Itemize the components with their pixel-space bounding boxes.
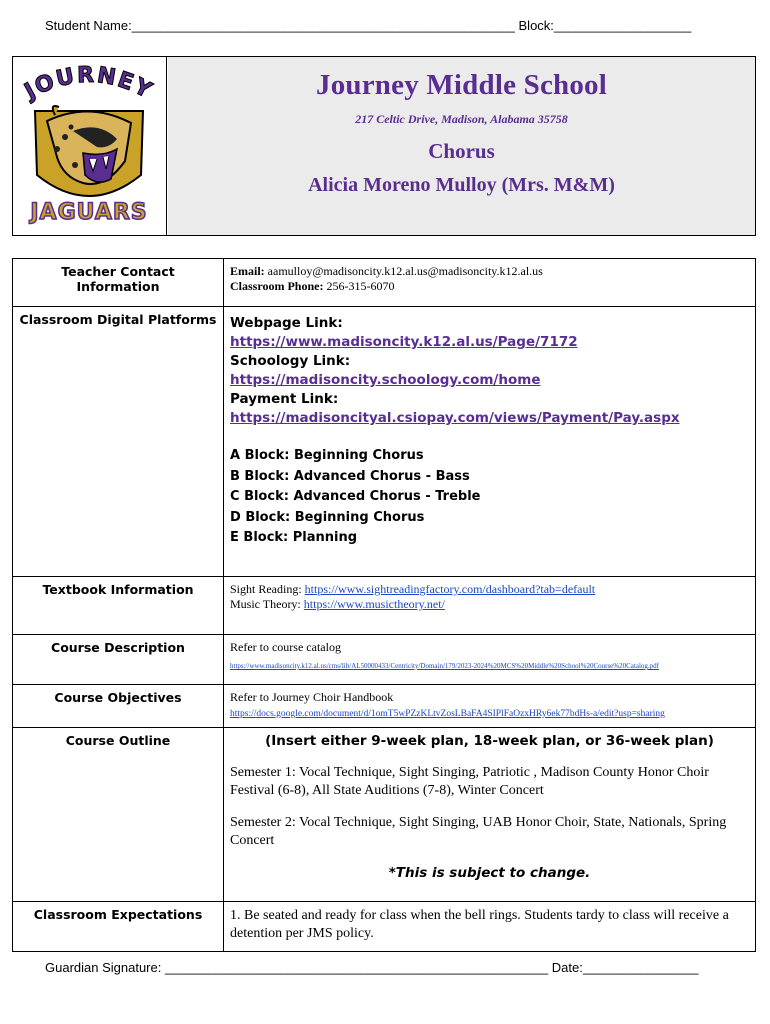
choir-handbook-link[interactable]: https://docs.google.com/document/d/1omT5wPZzKLtvZosLBaFA4SIPlFaOzxHRy6ek77bdHs-a/edit?usp=sharing: [230, 709, 665, 719]
objectives-label: Course Objectives: [13, 685, 224, 728]
contact-value: [224, 259, 756, 307]
list-item: D Block: Beginning Chorus: [230, 509, 425, 525]
sight-reading-label: Sight Reading:: [230, 582, 302, 596]
school-address: 217 Celtic Drive, Madison, Alabama 35758: [355, 112, 568, 126]
logo-top-text: JOURNEY: [20, 62, 157, 105]
objectives-row: [13, 685, 756, 728]
description-label: Course Description: [13, 635, 224, 685]
description-value: [224, 635, 756, 685]
school-name: Journey Middle School: [316, 69, 607, 101]
objectives-value: [224, 685, 756, 728]
outline-value: [224, 728, 756, 902]
outline-row: [13, 728, 756, 902]
textbook-value: [224, 577, 756, 635]
platforms-label: Classroom Digital Platforms: [13, 307, 224, 577]
list-item: B Block: Advanced Chorus - Bass: [230, 468, 470, 484]
list-item: C Block: Advanced Chorus - Treble: [230, 489, 481, 504]
expectation-item: 1. Be seated and ready for class when the bell rings. Students tardy to class will receive a detention per JMS policy.: [230, 908, 729, 941]
expectations-row: [13, 902, 756, 952]
email-value: aamulloy@madisoncity.k12.al.us@madisoncity.k12.al.us: [267, 264, 543, 278]
platforms-value: [224, 307, 756, 577]
svg-text:JOURNEY: [19, 63, 157, 106]
logo-cell: [13, 57, 167, 235]
phone-label: Classroom Phone:: [230, 279, 324, 293]
semester-2: Semester 2: Vocal Technique, Sight Singing, UAB Honor Choir, State, Nationals, Spring Concert: [230, 815, 727, 848]
description-row: [13, 635, 756, 685]
payment-label: Payment Link:: [230, 391, 339, 407]
music-theory-label: Music Theory:: [230, 597, 301, 611]
email-label: Email:: [230, 264, 265, 278]
logo-bottom-text: JAGUARS: [30, 200, 148, 225]
guardian-signature-line: Guardian Signature: _____________________________________________________ Date:________________: [45, 960, 699, 975]
payment-link[interactable]: https://madisoncityal.csiopay.com/views/Payment/Pay.aspx: [230, 410, 680, 426]
syllabus-table: [12, 258, 756, 952]
schoology-link[interactable]: https://madisoncity.schoology.com/home: [230, 372, 541, 388]
contact-label: Teacher Contact Information: [13, 259, 224, 307]
sight-reading-link[interactable]: https://www.sightreadingfactory.com/dashboard?tab=default: [304, 582, 596, 596]
outline-label: Course Outline: [13, 728, 224, 902]
webpage-link[interactable]: https://www.madisoncity.k12.al.us/Page/7172: [230, 334, 578, 350]
description-text: Refer to course catalog: [230, 640, 341, 654]
platforms-row: [13, 307, 756, 577]
header-box: [12, 56, 756, 236]
contact-row: [13, 259, 756, 307]
textbook-row: [13, 577, 756, 635]
change-note: *This is subject to change.: [388, 865, 591, 881]
textbook-label: Textbook Information: [13, 577, 224, 635]
expectations-value: [224, 902, 756, 952]
phone-value: 256-315-6070: [326, 279, 395, 293]
schoology-label: Schoology Link:: [230, 353, 351, 369]
list-item: A Block: Beginning Chorus: [230, 448, 424, 463]
student-name-block-line: Student Name:_____________________________________________________ Block:___________________: [45, 18, 692, 33]
course-catalog-link[interactable]: https://www.madisoncity.k12.al.us/cms/lib/AL50000433/Centricity/Domain/179/2023-2024%20MCS%20Middle%20School%20Course%20Catalog.pdf: [230, 662, 659, 670]
title-cell: [168, 57, 755, 235]
jaguar-logo: [13, 57, 165, 235]
webpage-label: Webpage Link:: [230, 315, 343, 331]
course-name: Chorus: [428, 139, 495, 163]
block-list: [230, 446, 749, 549]
semester-1: Semester 1: Vocal Technique, Sight Singing, Patriotic , Madison County Honor Choir Festival (6-8), All State Auditions (7-8), Winter Concert: [230, 765, 709, 798]
music-theory-link[interactable]: https://www.musictheory.net/: [303, 597, 445, 611]
list-item: E Block: Planning: [230, 530, 358, 545]
expectations-label: Classroom Expectations: [13, 902, 224, 952]
objectives-text: Refer to Journey Choir Handbook: [230, 690, 394, 704]
outline-heading: (Insert either 9-week plan, 18-week plan, or 36-week plan): [265, 733, 714, 749]
teacher-name: Alicia Moreno Mulloy (Mrs. M&M): [308, 174, 615, 196]
